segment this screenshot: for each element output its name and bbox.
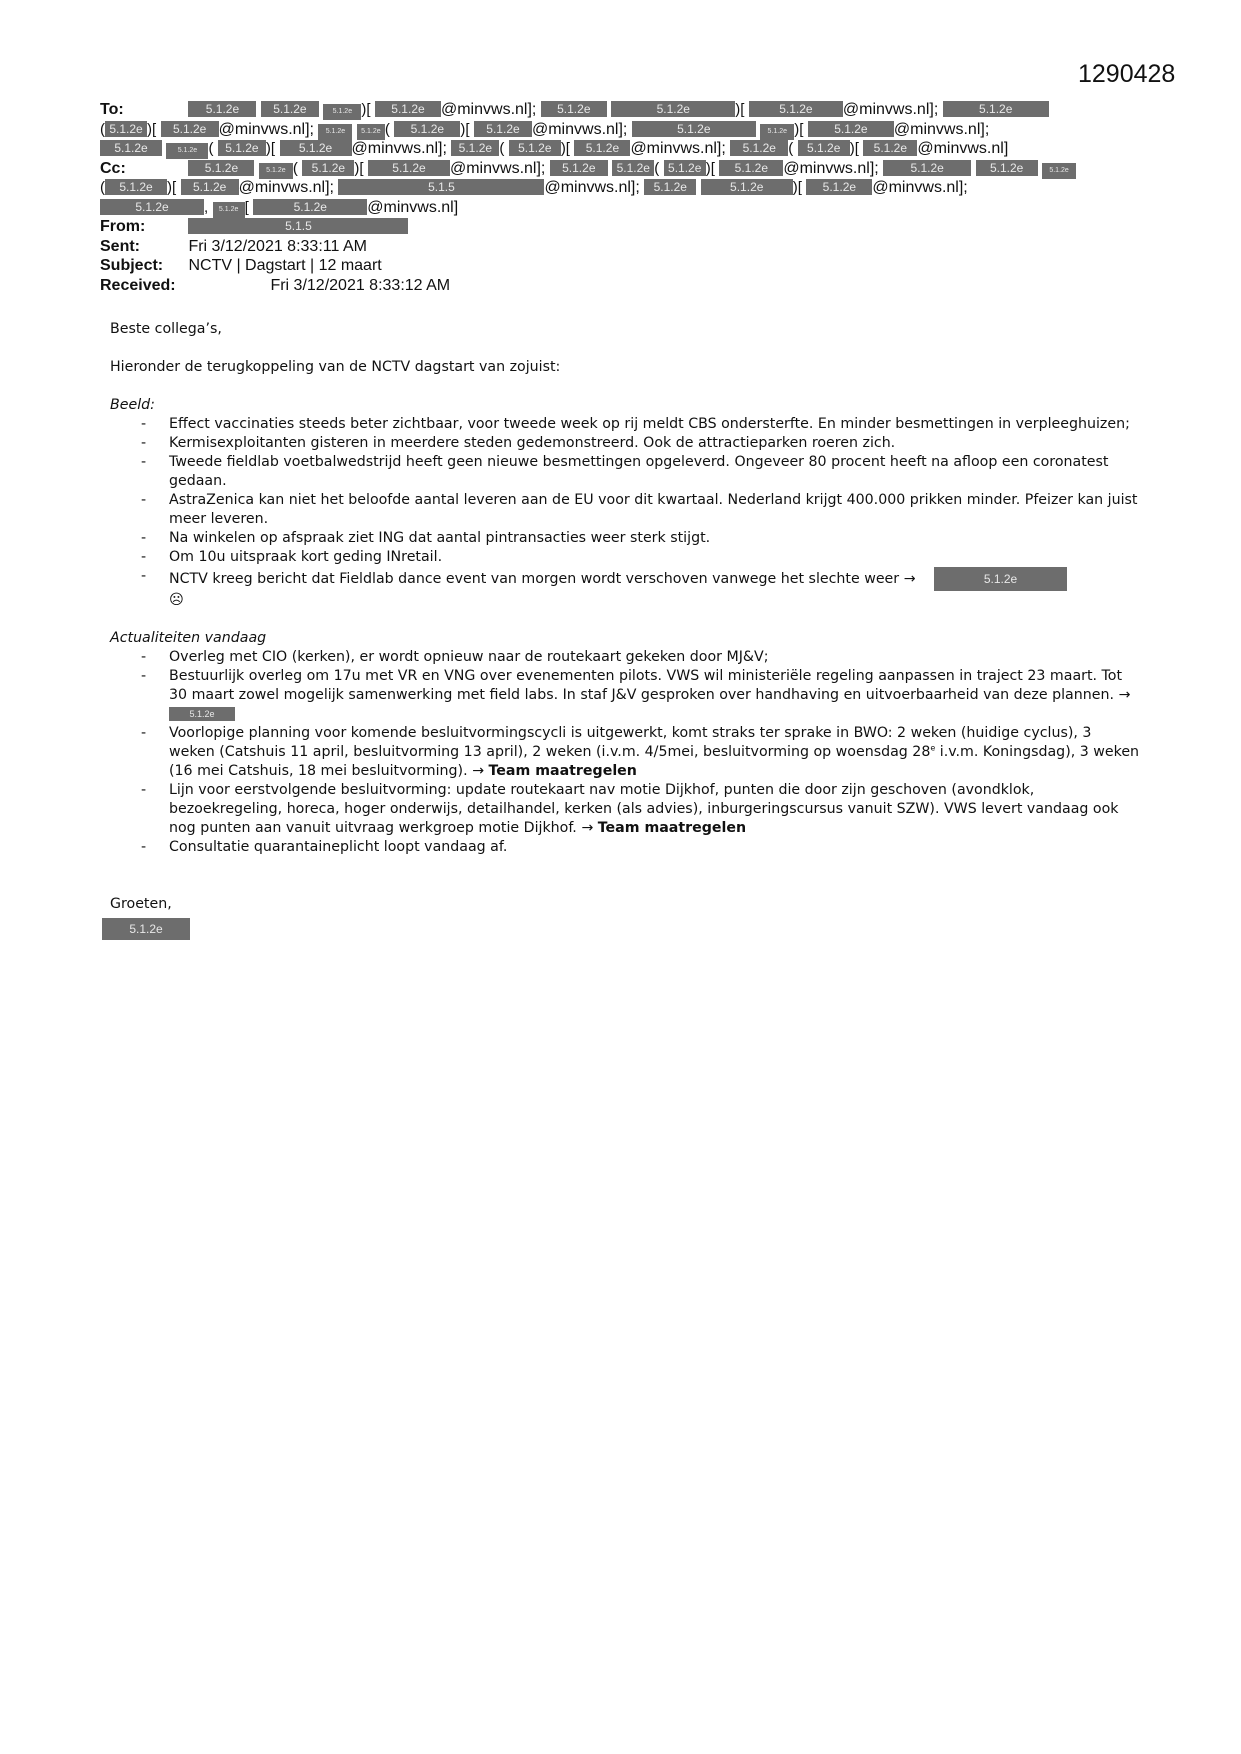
list-item-text: NCTV kreeg bericht dat Fieldlab dance event van morgen wordt verschoven vanwege het slechte weer → bbox=[169, 571, 916, 587]
actualiteiten-list bbox=[110, 648, 1140, 857]
cc-label: Cc: bbox=[100, 159, 126, 177]
team-label: Team maatregelen bbox=[597, 820, 747, 836]
email-domain: @minvws.nl]; bbox=[238, 179, 334, 196]
redaction-box: 5.1.2e bbox=[863, 140, 917, 156]
list-item: - Consultatie quarantaineplicht loopt vandaag af. bbox=[110, 838, 1140, 857]
redaction-box: 5.1.2e bbox=[509, 140, 561, 156]
beeld-heading: Beeld: bbox=[110, 397, 155, 413]
redaction-box: 5.1.2e bbox=[808, 121, 894, 137]
redaction-box: 5.1.2e bbox=[280, 140, 352, 156]
team-label: Team maatregelen bbox=[488, 763, 637, 779]
redaction-box: 5.1.5 bbox=[338, 179, 544, 195]
closing: Groeten, bbox=[110, 896, 172, 912]
redaction-box: 5.1.2e bbox=[357, 124, 385, 140]
redaction-box: 5.1.2e bbox=[541, 101, 607, 117]
to-label: To: bbox=[100, 101, 124, 118]
email-domain: @minvws.nl]; bbox=[893, 120, 990, 138]
redaction-box: 5.1.2e bbox=[218, 140, 266, 156]
redaction-box: 5.1.2e bbox=[100, 199, 204, 215]
redaction-box: 5.1.2e bbox=[302, 160, 354, 176]
email-domain: @minvws.nl]; bbox=[531, 120, 628, 138]
email-domain: @minvws.nl]; bbox=[218, 120, 314, 138]
redaction-box: 5.1.2e bbox=[368, 160, 450, 176]
list-item bbox=[110, 567, 1140, 610]
redaction-box: 5.1.2e bbox=[318, 124, 352, 140]
from-redaction: 5.1.5 bbox=[188, 218, 408, 234]
list-item bbox=[110, 724, 1140, 781]
redaction-box: 5.1.2e bbox=[574, 140, 630, 156]
redaction-box: 5.1.2e bbox=[188, 160, 254, 176]
sad-face-icon: ☹ bbox=[169, 592, 184, 608]
email-header bbox=[100, 100, 1140, 295]
redaction-box: 5.1.2e bbox=[375, 101, 441, 117]
signature-redaction: 5.1.2e bbox=[102, 918, 190, 940]
list-item: - Overleg met CIO (kerken), er wordt opnieuw naar de routekaart gekeken door MJ&V; bbox=[110, 648, 1140, 667]
sent-value: Fri 3/12/2021 8:33:11 AM bbox=[188, 237, 367, 255]
cc-line-1: Cc: 5.1.2e 5.1.2e ( 5.1.2e )[ 5.1.2e @minvws.nl]; 5.1.2e 5.1.2e ( 5.1.2e )[ 5.1.2e @minvws.nl]; 5.1.2e 5.1.2e 5.1.2e bbox=[100, 159, 1140, 179]
email-domain: @minvws.nl]; bbox=[544, 179, 640, 196]
email-domain: @minvws.nl] bbox=[367, 198, 459, 216]
from-line bbox=[100, 217, 1140, 237]
redaction-box: 5.1.2e bbox=[253, 199, 367, 215]
redaction-box: 5.1.2e bbox=[943, 101, 1049, 117]
redaction-box: 5.1.2e bbox=[632, 121, 756, 137]
redaction-box: 5.1.2e bbox=[451, 140, 499, 156]
beeld-list bbox=[110, 415, 1140, 610]
list-item-text: Voorlopige planning voor komende besluitvormingscycli is uitgewerkt, komt straks ter sprake in BWO: 2 weken (huidige cyclus), 3 weken (Catshuis 11 april, besluitvorming 13 april), 2 weken (i.v.m. 4/5mei, besluitvorming op woensdag 28 bbox=[169, 725, 1092, 760]
redaction-box: 5.1.2e bbox=[161, 121, 219, 137]
intro: Hieronder de terugkoppeling van de NCTV dagstart van zojuist: bbox=[110, 359, 561, 375]
list-item: - AstraZenica kan niet het beloofde aantal leveren aan de EU voor dit kwartaal. Nederland krijgt 400.000 prikken minder. Pfeizer kan juist meer leveren. bbox=[110, 491, 1140, 529]
redaction-box: 5.1.2e bbox=[730, 140, 788, 156]
redaction-box: 5.1.2e bbox=[719, 160, 783, 176]
redaction-box: 5.1.2e bbox=[1042, 163, 1076, 179]
redaction-box: 5.1.2e bbox=[798, 140, 850, 156]
list-item-text: Bestuurlijk overleg om 17u met VR en VNG over evenementen pilots. VWS wil ministeriële regeling aanpassen in traject 23 maart. Tot 30 maart zowel mogelijk samenwerking met field labs. In staf J&V gesproken over handhaving en uitvoerbaarheid van deze plannen. → bbox=[169, 668, 1131, 703]
sent-line bbox=[100, 237, 1140, 257]
redaction-box: 5.1.2e bbox=[394, 121, 460, 137]
to-line-1: To: 5.1.2e 5.1.2e 5.1.2e )[ 5.1.2e @minvws.nl]; 5.1.2e 5.1.2e )[ 5.1.2e @minvws.nl]; 5.1.2e bbox=[100, 100, 1140, 120]
list-item: - Na winkelen op afspraak ziet ING dat aantal pintransacties weer sterk stijgt. bbox=[110, 529, 1140, 548]
greeting: Beste collega’s, bbox=[110, 321, 222, 337]
list-item: - Tweede fieldlab voetbalwedstrijd heeft geen nieuwe besmettingen opgeleverd. Ongeveer 80 procent heeft na afloop een coronatest gedaan. bbox=[110, 453, 1140, 491]
list-item-text: Lijn voor eerstvolgende besluitvorming: update routekaart nav motie Dijkhof, punten die door zijn geschoven (avondklok, bezoekregeling, horeca, hoger onderwijs, detailhandel, kerken (als advies), inburgeringscursus vanuit SZW). VWS levert vandaag ook nog punten aan vanuit uitvraag werkgroep motie Dijkhof. → bbox=[169, 782, 1119, 836]
from-label: From: bbox=[100, 218, 146, 235]
document-number: 1290428 bbox=[1078, 60, 1176, 88]
redaction-box: 5.1.2e bbox=[934, 567, 1067, 591]
redaction-box: 5.1.2e bbox=[701, 179, 793, 195]
redaction-box: 5.1.2e bbox=[188, 101, 256, 117]
sent-label: Sent: bbox=[100, 237, 140, 255]
redaction-box: 5.1.2e bbox=[474, 121, 532, 137]
list-item bbox=[110, 781, 1140, 838]
redaction-box: 5.1.2e bbox=[166, 143, 208, 159]
cc-line-2: ( 5.1.2e )[ 5.1.2e @minvws.nl]; 5.1.5 @minvws.nl]; 5.1.2e 5.1.2e )[ 5.1.2e @minvws.nl]; bbox=[100, 179, 968, 196]
to-line-3: 5.1.2e 5.1.2e ( 5.1.2e )[ 5.1.2e @minvws.nl]; 5.1.2e ( 5.1.2e )[ 5.1.2e @minvws.nl]; 5.1.2e ( 5.1.2e )[ 5.1.2e @minvws.nl] bbox=[100, 139, 1140, 159]
redaction-box: 5.1.2e bbox=[181, 179, 239, 195]
list-item: - Om 10u uitspraak kort geding INretail. bbox=[110, 548, 1140, 567]
redaction-box: 5.1.2e bbox=[883, 160, 971, 176]
email-domain: @minvws.nl]; bbox=[842, 101, 939, 118]
subject-value: NCTV | Dagstart | 12 maart bbox=[188, 257, 382, 274]
redaction-box: 5.1.2e bbox=[611, 101, 735, 117]
redaction-box: 5.1.2e bbox=[213, 202, 245, 218]
list-item: - Kermisexploitanten gisteren in meerdere steden gedemonstreerd. Ook de attractieparken roeren zich. bbox=[110, 434, 1140, 453]
list-item-text: i.v.m. Koningsdag), 3 weken (16 mei Catshuis, 18 mei besluitvorming). → bbox=[169, 744, 1140, 779]
subject-label: Subject: bbox=[100, 257, 164, 274]
email-domain: @minvws.nl]; bbox=[783, 159, 879, 177]
redaction-box: 5.1.2e bbox=[760, 124, 794, 140]
redaction-box: 5.1.2e bbox=[261, 101, 319, 117]
redaction-box: 5.1.2e bbox=[550, 160, 608, 176]
redaction-box: 5.1.2e bbox=[806, 179, 872, 195]
to-line-2: ( 5.1.2e )[ 5.1.2e @minvws.nl]; 5.1.2e 5.1.2e ( 5.1.2e )[ 5.1.2e @minvws.nl]; 5.1.2e 5.1.2e )[ 5.1.2e @minvws.nl]; bbox=[100, 120, 990, 138]
redaction-box: 5.1.2e bbox=[749, 101, 843, 117]
cc-line-3: 5.1.2e , 5.1.2e [ 5.1.2e @minvws.nl] bbox=[100, 198, 1140, 218]
redaction-box: 5.1.2e bbox=[612, 160, 654, 176]
redaction-box: 5.1.2e bbox=[644, 179, 696, 195]
redaction-box: 5.1.2e bbox=[259, 163, 293, 179]
received-label: Received: bbox=[100, 276, 176, 294]
email-domain: @minvws.nl]; bbox=[440, 101, 537, 118]
email-domain: @minvws.nl] bbox=[917, 140, 1009, 157]
redaction-box: 5.1.2e bbox=[664, 160, 706, 176]
redaction-box: 5.1.2e bbox=[105, 179, 167, 195]
email-domain: @minvws.nl]; bbox=[872, 179, 968, 196]
email-body bbox=[110, 320, 1140, 940]
received-value: Fri 3/12/2021 8:33:12 AM bbox=[270, 276, 451, 294]
superscript: e bbox=[930, 743, 936, 753]
actualiteiten-heading: Actualiteiten vandaag bbox=[110, 630, 267, 646]
list-item bbox=[110, 667, 1140, 724]
redaction-box: 5.1.2e bbox=[100, 140, 162, 156]
received-line bbox=[100, 276, 1140, 296]
subject-line bbox=[100, 256, 1140, 276]
redaction-box: 5.1.2e bbox=[105, 121, 147, 137]
list-item: - Effect vaccinaties steeds beter zichtbaar, voor tweede week op rij meldt CBS ondersterfte. En minder besmettingen in verpleeghuizen; bbox=[110, 415, 1140, 434]
email-domain: @minvws.nl]; bbox=[630, 140, 726, 157]
redaction-box: 5.1.2e bbox=[169, 707, 235, 721]
redaction-box: 5.1.2e bbox=[976, 160, 1038, 176]
email-domain: @minvws.nl]; bbox=[449, 159, 546, 177]
email-domain: @minvws.nl]; bbox=[351, 140, 447, 157]
redaction-box: 5.1.2e bbox=[323, 104, 361, 120]
